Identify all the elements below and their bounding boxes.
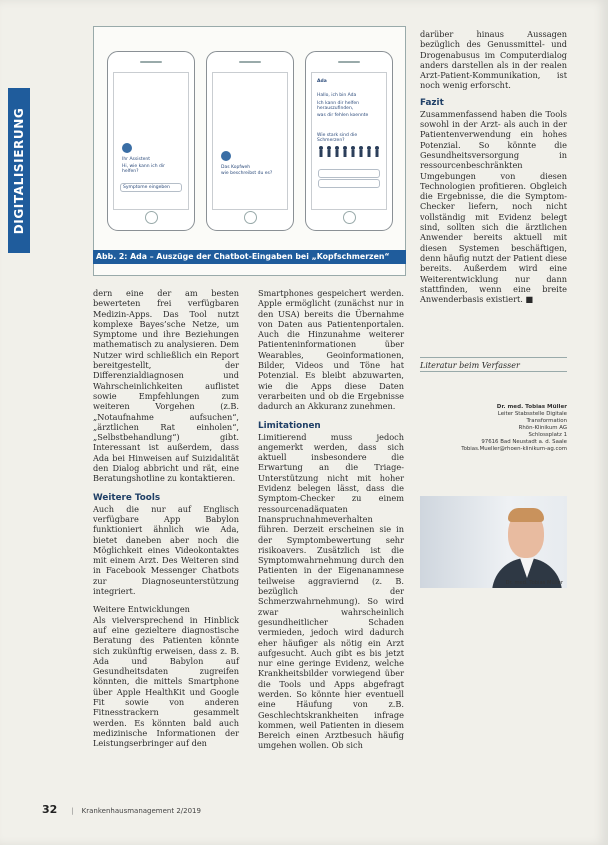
phone-screen-1: [113, 72, 189, 210]
paragraph: Zusammenfassend haben die Tools sowohl in der Arzt- als auch in der Patientenverwendung ein hohes Potenzial. So könnte die Gesundheitsversorgung in ressourcenbeschränkten Umgebungen von diesen Technologien profitieren. Obgleich die Ergebnisse, die die Symptom-Checker liefern, noch nicht vollständig mit Evidenz belegt sind, sollten sich die ärztlichen Anwender bereits aktuell mit diesen Systemen beschäftigen, denn häufig nutzt der Patient diese bereits. Außerdem wird eine Weiterentwicklung nur dann stattfinden, wenn eine breite Anwenderbasis existiert. ■: [420, 108, 567, 305]
phone1-input: Symptome eingeben: [120, 183, 182, 192]
section-heading: Fazit: [420, 97, 444, 108]
author-line: Leiter Stabsstelle Digitale: [497, 411, 567, 417]
phone-mockup-3: [305, 51, 393, 231]
column-2: [258, 288, 404, 751]
page-footer: 32 | Krankenhausmanagement 2/2019: [42, 803, 201, 816]
ada-avatar-icon: [221, 151, 231, 161]
phone3-header: Ada: [317, 79, 327, 84]
author-block: [420, 404, 567, 453]
ada-avatar-icon: [122, 143, 132, 153]
phone2-line2: wie beschreibst du es?: [221, 171, 273, 176]
phone-screen-2: [212, 72, 288, 210]
author-line: Transformation: [526, 418, 567, 424]
figure-chatbot-screens: [93, 26, 406, 276]
phone-mockup-2: [206, 51, 294, 231]
author-line: Schlossplatz 1: [528, 432, 567, 438]
phone-mockup-1: [107, 51, 195, 231]
paragraph: Smartphones gespeichert werden. Apple ermöglicht (zunächst nur in den USA) bereits die Übernahme von Daten aus Patientenportalen. Auch die Hinzunahme weiterer Patienteninformationen über Wearables, Geoinformationen, Bilder, Videos und Töne hat Potenzial. Es bleibt abzuwarten, wie die Apps diese Daten verarbeiten und ob die Ergebnisse dadurch an Akkuranz zunehmen.: [258, 288, 404, 412]
subsection-heading: Weitere Entwicklungen: [93, 604, 190, 615]
journal-name: Krankenhausmanagement 2/2019: [81, 807, 201, 815]
phone1-title: Ihr Assistent: [122, 157, 150, 162]
author-photo: [420, 496, 567, 588]
photo-caption: Dr. med. Tobias Müller: [505, 580, 563, 586]
phone3-option: [318, 179, 380, 188]
author-line: Rhön-Klinikum AG: [518, 425, 567, 431]
phone1-greeting: Hi, wie kann ich dir helfen?: [122, 164, 166, 174]
phone3-line: Hallo, ich bin Ada: [317, 93, 357, 98]
section-heading: Weitere Tools: [93, 492, 161, 503]
column-1: [93, 288, 239, 748]
figure-caption: Abb. 2: Ada – Auszüge der Chatbot-Eingaben bei „Kopfschmerzen“: [93, 250, 406, 264]
page-number: 32: [42, 803, 58, 816]
phone3-option: [318, 169, 380, 178]
phone2-line1: Das Kopfweh: [221, 165, 251, 170]
paragraph: dern eine der am besten bewerteten frei verfügbaren Medizin-Apps. Das Tool nutzt komplexe Bayes’sche Netze, um Symptome und ihre Beziehungen mathematisch zu analysieren. Dem Nutzer wird schließlich ein Report bereitgestellt, der Differenzialdiagnosen und Wahrscheinlichkeiten auflistet sowie Empfehlungen zum weiteren Vorgehen (z.B. „Notaufnahme aufsuchen“, „ärztlichen Rat einholen“, „Selbstbehandlung“) gibt. Interessant ist außerdem, dass Ada bei Hinweisen auf Suizidalität den Dialog abbricht und rät, eine Beratungshotline zu kontaktieren.: [93, 288, 239, 484]
section-tab: [8, 88, 30, 253]
paragraph: Limitierend muss jedoch angemerkt werden, dass sich aktuell insbesondere die Erwartung an die Triage-Unterstützung nicht mit hoher Evidenz belegen lässt, dass die Symptom-Checker zu einem ressourcenadäquaten Inanspruchnahmeverhalten führen. Derzeit erscheinen sie in der Symptombewertung sehr risikoavers. Zusätzlich ist die Symptomwahrnehmung durch den Patienten in der Eigenanamnese teilweise aggraviernd (z. B. bezüglich der Schmerzwahrnehmung). So wird zwar wahrscheinlich gesundheitlicher Schaden vermieden, jedoch wird dadurch eher häufiger als nötig ein Arzt aufgesucht. Auch gibt es bis jetzt nur eine geringe Evidenz, welche Krankheitsbilder vorwiegend über die Tools und Apps abgefragt werden. So könnte hier eventuell eine Häufung von z.B. Geschlechtskrankheiten infrage kommen, weil Patienten in diesem Bereich einen Arztbesuch häufig umgehen wollen. Ob sich: [258, 431, 404, 751]
section-tab-label: DIGITALISIERUNG: [12, 107, 26, 234]
phone3-line: Ich kann dir helfen herauszufinden,: [317, 101, 359, 111]
literature-note: Literatur beim Verfasser: [420, 357, 567, 370]
divider: [420, 371, 567, 372]
author-email: Tobias.Mueller@rhoen-klinikum-ag.com: [461, 446, 567, 452]
author-name: Dr. med. Tobias Müller: [496, 404, 567, 410]
column-3: [420, 29, 567, 304]
paragraph: darüber hinaus Aussagen bezüglich des Genussmittel- und Drogenabusus im Computerdialog anders darstellen als in der realen Arzt-Patient-Kommunikation, ist noch wenig erforscht.: [420, 29, 567, 91]
phone3-line: was dir fehlen koennte: [317, 113, 369, 118]
phone3-line: Wie stark sind die Schmerzen?: [317, 133, 358, 143]
paragraph: Als vielversprechend in Hinblick auf eine gezieltere diagnostische Beratung des Patienten könnte sich zukünftig erweisen, dass z. B. Ada und Babylon auf Gesundheitsdaten zugreifen könnten, die mittels Smartphone über Apple HealthKit und Google Fit sowie von anderen Fitnesstrackern gesammelt werden. Es könnten bald auch medizinische Informationen der Leistungserbringer auf den: [93, 614, 239, 749]
phone-screen-3: [311, 72, 387, 210]
section-heading: Limitationen: [258, 420, 321, 431]
paragraph: Auch die nur auf Englisch verfügbare App Babylon funktioniert ähnlich wie Ada, bietet daneben aber noch die Möglichkeit eines Videokontaktes mit einem Arzt. Des Weiteren sind in Facebook Messenger Chatbots zur Diagnoseunterstützung integriert.: [93, 503, 239, 597]
author-line: 97616 Bad Neustadt a. d. Saale: [481, 439, 567, 445]
pain-scale-icon: [317, 145, 383, 159]
